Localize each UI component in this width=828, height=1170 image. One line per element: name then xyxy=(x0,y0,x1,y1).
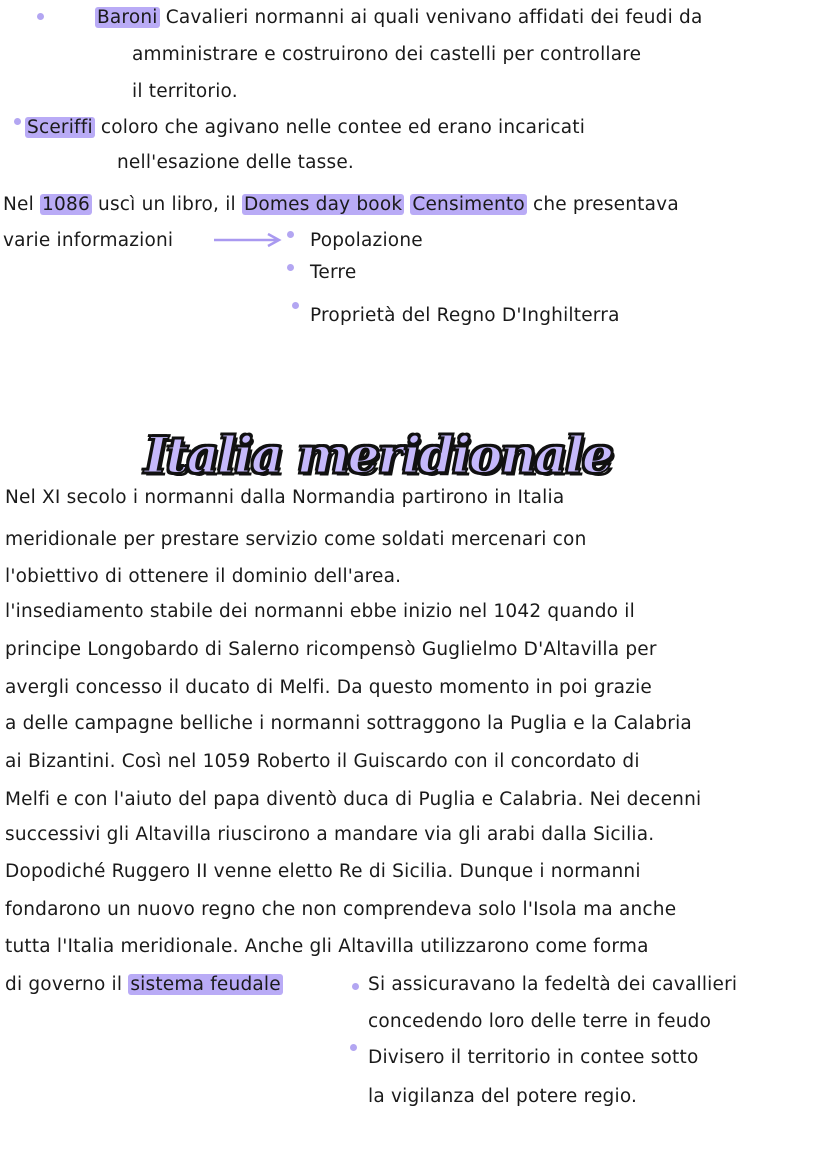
text-segment: nell'esazione delle tasse. xyxy=(117,152,354,173)
text-line xyxy=(3,192,679,218)
text-line xyxy=(117,150,354,176)
text-line xyxy=(5,637,657,663)
text-segment: coloro che agivano nelle contee ed erano incaricati xyxy=(94,117,586,138)
text-segment: Terre xyxy=(310,262,357,283)
text-line xyxy=(5,527,587,553)
text-segment: Popolazione xyxy=(310,230,423,251)
text-segment: amministrare e costruirono dei castelli per controllare xyxy=(132,44,642,65)
text-line xyxy=(5,599,635,625)
text-line xyxy=(368,1009,711,1035)
text-segment: successivi gli Altavilla riuscirono a mandare via gli arabi dalla Sicilia. xyxy=(5,824,655,845)
text-line xyxy=(5,897,676,923)
bullet-icon xyxy=(14,118,21,125)
text-segment: principe Longobardo di Salerno ricompensò Guglielmo D'Altavilla per xyxy=(5,639,657,660)
text-line xyxy=(25,115,585,141)
text-segment: Proprietà del Regno D'Inghilterra xyxy=(310,305,620,326)
text-line xyxy=(132,79,238,105)
highlighted-term: Censimento xyxy=(412,194,525,215)
highlighted-term: Sceriffi xyxy=(27,117,93,138)
text-line xyxy=(95,5,702,31)
text-segment: di governo il xyxy=(5,974,129,995)
highlighted-term: Baroni xyxy=(97,7,158,28)
text-line xyxy=(5,564,401,590)
arrow-right-icon xyxy=(212,232,282,248)
text-line xyxy=(368,972,737,998)
bullet-icon xyxy=(352,983,359,990)
text-segment: meridionale per prestare servizio come soldati mercenari con xyxy=(5,529,587,550)
text-line xyxy=(5,859,641,885)
bullet-icon xyxy=(292,302,299,309)
text-segment: avergli concesso il ducato di Melfi. Da questo momento in poi grazie xyxy=(5,677,653,698)
text-segment: l'insediamento stabile dei normanni ebbe inizio nel 1042 quando il xyxy=(5,601,635,622)
text-segment: uscì un libro, il xyxy=(91,194,242,215)
bullet-icon xyxy=(350,1044,357,1051)
text-segment: Cavalieri normanni ai quali venivano affidati dei feudi da xyxy=(159,7,703,28)
text-line xyxy=(5,934,649,960)
text-segment: la vigilanza del potere regio. xyxy=(368,1086,638,1107)
text-segment: il territorio. xyxy=(132,81,238,102)
bullet-icon xyxy=(37,13,44,20)
text-line xyxy=(3,228,173,254)
text-segment: Dopodiché Ruggero II venne eletto Re di Sicilia. Dunque i normanni xyxy=(5,861,641,882)
text-line xyxy=(5,822,654,848)
text-segment: varie informazioni xyxy=(3,230,174,251)
text-line xyxy=(310,303,620,329)
highlighted-term: sistema feudale xyxy=(130,974,281,995)
text-segment: Si assicuravano la fedeltà dei cavallieri xyxy=(368,974,738,995)
text-segment: ai Bizantini. Così nel 1059 Roberto il Guiscardo con il concordato di xyxy=(5,751,640,772)
text-segment: l'obiettivo di ottenere il dominio dell'area. xyxy=(5,566,402,587)
bullet-icon xyxy=(287,231,294,238)
text-segment: a delle campagne belliche i normanni sottraggono la Puglia e la Calabria xyxy=(5,713,692,734)
text-line xyxy=(5,787,701,813)
text-segment: concedendo loro delle terre in feudo xyxy=(368,1011,712,1032)
section-title: Italia meridionale xyxy=(144,425,612,485)
text-line xyxy=(368,1045,698,1071)
highlighted-term: 1086 xyxy=(42,194,90,215)
text-segment: Melfi e con l'aiuto del papa diventò duca di Puglia e Calabria. Nei decenni xyxy=(5,789,702,810)
highlighted-term: Domes day book xyxy=(243,194,403,215)
text-segment: Nel xyxy=(3,194,41,215)
text-line xyxy=(310,260,356,286)
text-line xyxy=(368,1084,637,1110)
text-line xyxy=(5,711,692,737)
text-line xyxy=(310,228,423,254)
text-line xyxy=(132,42,641,68)
text-line xyxy=(5,749,640,775)
text-segment: Nel XI secolo i normanni dalla Normandia partirono in Italia xyxy=(5,487,565,508)
text-line xyxy=(5,972,283,998)
text-segment: tutta l'Italia meridionale. Anche gli Altavilla utilizzarono come forma xyxy=(5,936,649,957)
text-segment: Divisero il territorio in contee sotto xyxy=(368,1047,699,1068)
text-segment: fondarono un nuovo regno che non comprendeva solo l'Isola ma anche xyxy=(5,899,677,920)
bullet-icon xyxy=(287,264,294,271)
text-segment: che presentava xyxy=(526,194,679,215)
text-line xyxy=(5,675,652,701)
text-line xyxy=(5,485,564,511)
